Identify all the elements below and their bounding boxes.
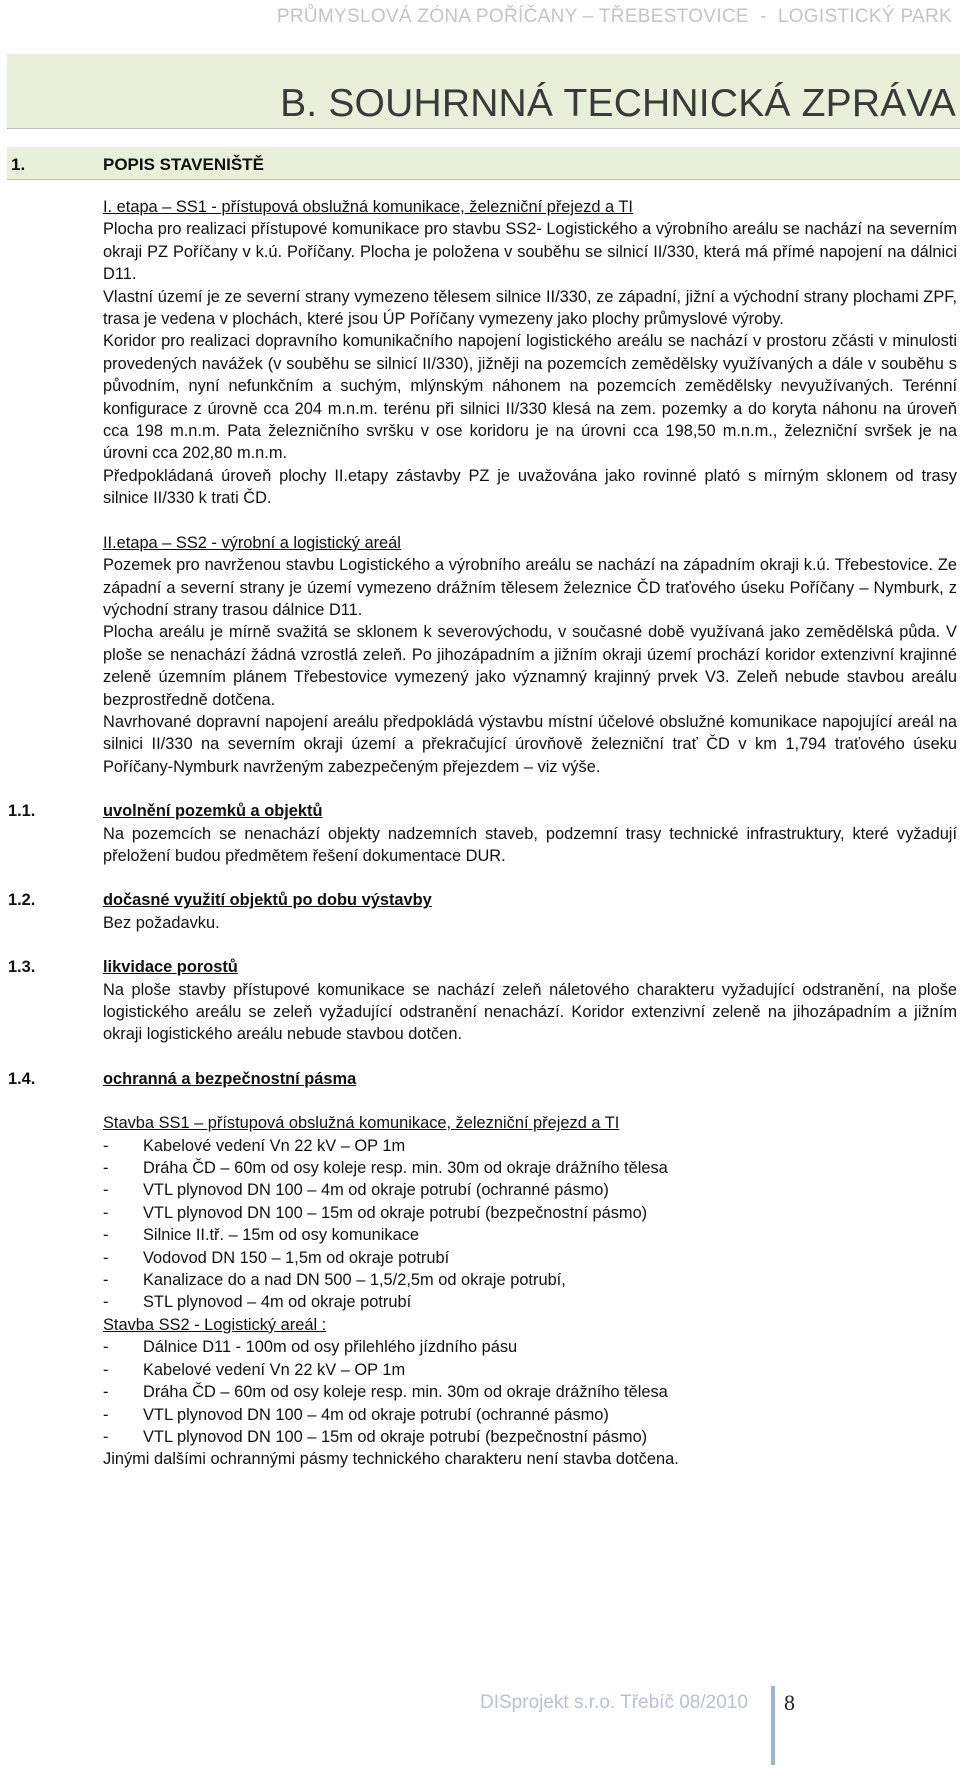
subsection-1-3 bbox=[8, 956, 957, 1046]
list-item-text: VTL plynovod DN 100 – 15m od okraje potrubí (bezpečnostní pásmo) bbox=[143, 1427, 648, 1446]
subsection-title: dočasné využití objektů po dobu výstavby bbox=[103, 891, 432, 910]
footer-divider bbox=[771, 1686, 775, 1765]
dash-marker: - bbox=[103, 1427, 109, 1446]
etapa1-paragraph-1: Plocha pro realizaci přístupové komunikace pro stavbu SS2- Logistického a výrobního areálu se nachází na severním okraji PZ Poříčany v k.ú. Poříčany. Plocha je položena v souběhu se silnicí II/330, která má přímé napojení na dálnici D11. bbox=[103, 220, 957, 284]
document-body bbox=[8, 196, 957, 1471]
subsection-title: ochranná a bezpečnostní pásma bbox=[103, 1069, 357, 1088]
dash-marker: - bbox=[103, 1293, 109, 1312]
subsection-1-4 bbox=[8, 1068, 957, 1471]
list-item bbox=[103, 1269, 957, 1291]
list-item-text: Dráha ČD – 60m od osy koleje resp. min. 30m od okraje drážního tělesa bbox=[143, 1383, 668, 1402]
ss1-heading: Stavba SS1 – přístupová obslužná komunikace, železniční přejezd a TI bbox=[103, 1114, 620, 1133]
document-title: B. SOUHRNNÁ TECHNICKÁ ZPRÁVA bbox=[280, 82, 956, 125]
page-number: 8 bbox=[784, 1690, 795, 1715]
dash-marker: - bbox=[103, 1405, 109, 1424]
list-item bbox=[103, 1135, 957, 1157]
list-item bbox=[103, 1224, 957, 1246]
etapa2-heading: II.etapa – SS2 - výrobní a logistický areál bbox=[103, 533, 401, 552]
dash-marker: - bbox=[103, 1271, 109, 1290]
dash-marker: - bbox=[103, 1226, 109, 1245]
spacer bbox=[103, 867, 957, 889]
list-item bbox=[103, 1404, 957, 1426]
ss1-list bbox=[103, 1135, 957, 1314]
list-item-text: Kabelové vedení Vn 22 kV – OP 1m bbox=[143, 1360, 406, 1379]
ss2-heading: Stavba SS2 - Logistický areál : bbox=[103, 1315, 327, 1334]
spacer bbox=[103, 778, 957, 800]
dash-marker: - bbox=[103, 1159, 109, 1178]
subsection-text: Na ploše stavby přístupové komunikace se nachází zeleň náletového charakteru vyžadující odstranění, na ploše logistického areálu se zeleň vyžadující odstranění nenachází. Koridor extenzivní zeleně na jihozápadním a jižním okraji logistického areálu nebude stavbou dotčen. bbox=[103, 980, 957, 1044]
title-band bbox=[7, 54, 960, 129]
section-number: 1. bbox=[11, 155, 26, 174]
list-item bbox=[103, 1157, 957, 1179]
list-item-text: STL plynovod – 4m od okraje potrubí bbox=[143, 1293, 412, 1312]
list-item-text: Kabelové vedení Vn 22 kV – OP 1m bbox=[143, 1136, 406, 1155]
dash-marker: - bbox=[103, 1360, 109, 1379]
list-item-text: VTL plynovod DN 100 – 4m od okraje potrubí (ochranné pásmo) bbox=[143, 1405, 609, 1424]
running-header: PRŮMYSLOVÁ ZÓNA POŘÍČANY – TŘEBESTOVICE - LOGISTICKÝ PARK bbox=[276, 6, 952, 27]
subsection-number: 1.4. bbox=[8, 1069, 36, 1088]
footer-company: DISprojekt s.r.o. Třebíč 08/2010 bbox=[480, 1692, 748, 1713]
list-item-text: VTL plynovod DN 100 – 4m od okraje potrubí (ochranné pásmo) bbox=[143, 1181, 609, 1200]
section-heading-band bbox=[7, 147, 960, 180]
list-item bbox=[103, 1381, 957, 1403]
spacer bbox=[103, 934, 957, 956]
dash-marker: - bbox=[103, 1181, 109, 1200]
subsection-title: likvidace porostů bbox=[103, 958, 238, 977]
etapa1-heading: I. etapa – SS1 - přístupová obslužná komunikace, železniční přejezd a TI bbox=[103, 198, 633, 216]
subsection-number: 1.2. bbox=[8, 891, 36, 910]
list-item bbox=[103, 1426, 957, 1448]
subsection-1-2 bbox=[8, 889, 957, 934]
list-item-text: Silnice II.tř. – 15m od osy komunikace bbox=[143, 1226, 420, 1245]
spacer bbox=[103, 1046, 957, 1068]
subsection-1-1 bbox=[8, 800, 957, 867]
list-item bbox=[103, 1202, 957, 1224]
dash-marker: - bbox=[103, 1203, 109, 1222]
dash-marker: - bbox=[103, 1136, 109, 1155]
subsection-text: Bez požadavku. bbox=[103, 913, 220, 932]
list-item bbox=[103, 1359, 957, 1381]
subsection-title: uvolnění pozemků a objektů bbox=[103, 802, 323, 821]
etapa2-paragraph-1: Pozemek pro navrženou stavbu Logistického a výrobního areálu se nachází na západním okraji k.ú. Třebestovice. Ze západní a severní strany je území vymezeno drážním tělesem železnice ČD traťového úseku Poříčany – Nymburk, z východní strany trasou dálnice D11. bbox=[103, 556, 957, 619]
list-item bbox=[103, 1336, 957, 1358]
list-item-text: Dálnice D11 - 100m od osy přilehlého jízdního pásu bbox=[143, 1338, 518, 1357]
section-title: POPIS STAVENIŠTĚ bbox=[103, 155, 264, 174]
spacer bbox=[103, 510, 957, 532]
dash-marker: - bbox=[103, 1248, 109, 1267]
dash-marker: - bbox=[103, 1338, 109, 1357]
etapa1-paragraph-4: Předpokládaná úroveň plochy II.etapy zástavby PZ je uvažována jako rovinné plató s mírným sklonem od trasy silnice II/330 k trati ČD. bbox=[103, 466, 957, 508]
list-item bbox=[103, 1291, 957, 1313]
ss2-list bbox=[103, 1336, 957, 1448]
subsection-text: Na pozemcích se nenachází objekty nadzemních staveb, podzemní trasy technické infrastruktury, které vyžadují přeložení budou předmětem řešení dokumentace DUR. bbox=[103, 824, 957, 865]
list-item-text: Dráha ČD – 60m od osy koleje resp. min. 30m od okraje drážního tělesa bbox=[143, 1159, 668, 1178]
etapa1-paragraph-2: Vlastní území je ze severní strany vymezeno tělesem silnice II/330, ze západní, jižní a východní strany plochami ZPF, trasa je vedena v plochách, které jsou ÚP Poříčany vymezeny jako plochy průmyslové výroby. bbox=[103, 287, 957, 329]
dash-marker: - bbox=[103, 1383, 109, 1402]
list-item-text: Vodovod DN 150 – 1,5m od okraje potrubí bbox=[143, 1248, 450, 1267]
etapa1-paragraph-3: Koridor pro realizaci dopravního komunikačního napojení logistického areálu se nachází v prostoru zčásti v minulosti provedených navážek (v souběhu se silnicí II/330), jižněji na pozemcích zemědělsky využívaných a dále v souběhu s původním, nyní nefunkčním a suchým, mlýnským náhonem na pozemcích zemědělsky nevyužívaných. Terénní konfigurace z úrovně cca 204 m.n.m. terénu při silnici II/330 klesá na zem. pozemky a do koryta náhonu na úroveň cca 198 m.n.m. Pata železničního svršku v ose koridoru je na úrovni cca 198,50 m.n.m., železniční svršek je na úrovni cca 202,80 m.n.m. bbox=[103, 332, 957, 463]
list-item bbox=[103, 1247, 957, 1269]
etapa2-paragraph-3: Navrhované dopravní napojení areálu předpokládá výstavbu místní účelové obslužné komunikace napojující areál na silnici II/330 na severním okraji území a překračující úrovňově železniční trať ČD v km 1,794 traťového úseku Poříčany-Nymburk navrženým zabezpečeným přejezdem – viz výše. bbox=[103, 712, 957, 776]
subsection-number: 1.1. bbox=[8, 802, 36, 821]
subsection-number: 1.3. bbox=[8, 958, 36, 977]
closing-text: Jinými dalšími ochrannými pásmy technického charakteru není stavba dotčena. bbox=[103, 1450, 679, 1469]
list-item-text: VTL plynovod DN 100 – 15m od okraje potrubí (bezpečnostní pásmo) bbox=[143, 1203, 648, 1222]
list-item-text: Kanalizace do a nad DN 500 – 1,5/2,5m od okraje potrubí, bbox=[143, 1271, 566, 1290]
etapa2-paragraph-2: Plocha areálu je mírně svažitá se sklonem k severovýchodu, v současné době využívaná jako zemědělská půda. V ploše se nenachází žádná vzrostlá zeleň. Po jihozápadním a jižním okraji území prochází koridor extenzivní krajinné zeleně územním plánem Třebestovice vymezený jako významný krajinný prvek V3. Zeleň nebude stavbou areálu bezprostředně dotčena. bbox=[103, 623, 957, 709]
list-item bbox=[103, 1179, 957, 1201]
spacer bbox=[103, 1090, 957, 1112]
